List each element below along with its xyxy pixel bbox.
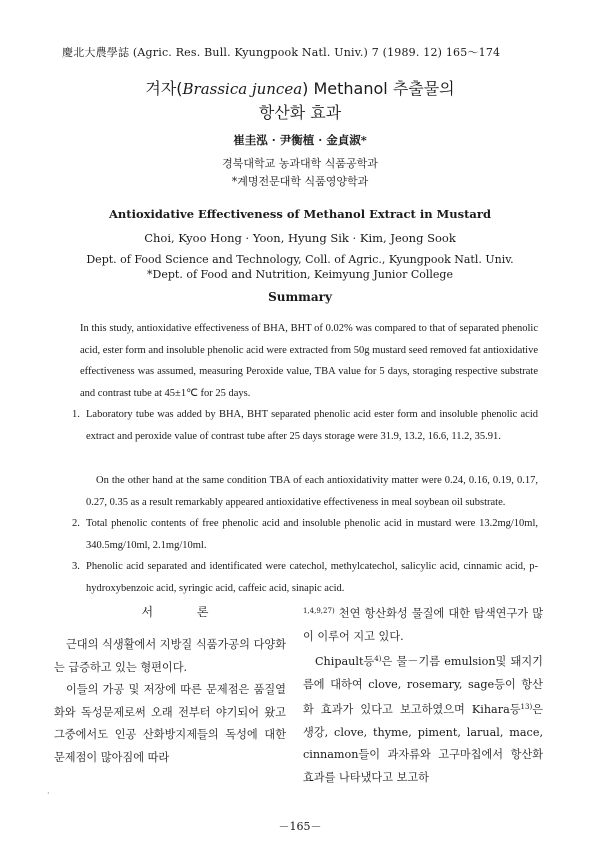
item-text: Phenolic acid separated and identificated were catechol, methylcatechol, salicylic acid, cinnamic acid, p-hydroxybenzoic acid, syringic acid, caffeic acid, sinapic acid. — [86, 561, 538, 594]
right-column-text — [303, 600, 543, 789]
summary-item-3 — [72, 556, 538, 599]
item-number: 3. — [72, 561, 80, 572]
reference-superscript: 1,4,9,27) — [303, 607, 335, 615]
paragraph-text: 은 물－기름 emulsion및 돼지기름에 대하여 clove, rosemary, sage등이 항산화 효과가 있다고 보고하였으며 Kihara등 — [303, 655, 543, 716]
item-number: 1. — [72, 409, 80, 420]
paragraph-text: Chipault등 — [315, 655, 375, 668]
english-authors: Choi, Kyoo Hong · Yoon, Hyung Sik · Kim, Jeong Sook — [144, 231, 456, 245]
paragraph-text: 은 생강, clove, thyme, piment, larual, mace, cinnamon들이 과자류와 고구마칩에서 항산화 효과를 나타냈다고 보고하 — [303, 703, 543, 784]
margin-speck: · — [47, 789, 50, 798]
korean-authors: 崔圭泓 · 尹衡植 · 金貞淑* — [233, 133, 367, 147]
paragraph — [303, 648, 543, 789]
summary-heading: Summary — [268, 290, 332, 304]
left-column-text — [54, 634, 286, 769]
english-affiliation-2: *Dept. of Food and Nutrition, Keimyung Junior College — [147, 268, 453, 281]
journal-header: 慶北大農學誌 (Agric. Res. Bull. Kyungpook Natl. Univ.) 7 (1989. 12) 165～174 — [62, 46, 501, 59]
paragraph: 근대의 식생활에서 지방질 식품가공의 다양화는 급증하고 있는 형편이다. — [54, 638, 286, 674]
korean-affiliation-1: 경북대학교 농과대학 식품공학과 — [222, 157, 378, 170]
summary-item-1-continuation: On the other hand at the same condition TBA of each antioxidativity matter were 0.24, 0.16, 0.19, 0.17, 0.27, 0.35 as a result remarkably appeared antioxidative effectiveness in meal soybean oil substrate. — [86, 475, 538, 508]
paragraph-text: 천연 항산화성 물질에 대한 탐색연구가 많이 이루어 지고 있다. — [303, 607, 543, 643]
item-text: Total phenolic contents of free phenolic acid and insoluble phenolic acid in mustard were 13.2mg/10ml, 340.5mg/10ml, 2.1mg/10ml. — [86, 518, 538, 551]
reference-superscript: 13) — [520, 703, 533, 711]
paragraph — [303, 600, 543, 648]
korean-title-line1 — [0, 76, 600, 99]
english-affiliation-1: Dept. of Food Science and Technology, Coll. of Agric., Kyungpook Natl. Univ. — [86, 253, 514, 266]
page-number: －165－ — [278, 820, 322, 833]
summary-intro: In this study, antioxidative effectiveness of BHA, BHT of 0.02% was compared to that of separated phenolic acid, ester form and insoluble phenolic acid were extracted from 50g mustard seed removed fat antioxidative effectiveness was assumed, measuring Peroxide value, TBA value for 5 days, storaging respective substrate and contrast tube at 45±1℃ for 25 days. — [80, 323, 538, 399]
title-prefix: 겨자( — [145, 79, 183, 98]
item-number: 2. — [72, 518, 80, 529]
item-text: Laboratory tube was added by BHA, BHT separated phenolic acid ester form and insoluble phenolic acid extract and peroxide value of contrast tube after 25 days storage were 31.9, 13.2, 16.6, 11.2, 35.91. — [86, 409, 538, 442]
summary-item-1 — [72, 404, 538, 447]
english-title: Antioxidative Effectiveness of Methanol Extract in Mustard — [109, 207, 491, 221]
species-name: Brassica juncea — [182, 80, 303, 98]
summary-item-2 — [72, 513, 538, 556]
korean-affiliation-2: *계명전문대학 식품영양학과 — [231, 175, 369, 188]
paragraph: 이들의 가공 및 저장에 따른 문제점은 품질열화와 독성문제로써 오래 전부터 야기되어 왔고 그중에서도 인공 산화방지제들의 독성에 대한 문제점이 많아짐에 따라 — [54, 683, 286, 764]
korean-title-line2: 항산화 효과 — [258, 103, 342, 122]
title-suffix: ) Methanol 추출물의 — [302, 79, 455, 98]
section-heading-introduction: 서 론 — [141, 605, 229, 619]
reference-superscript: 4) — [374, 655, 382, 663]
